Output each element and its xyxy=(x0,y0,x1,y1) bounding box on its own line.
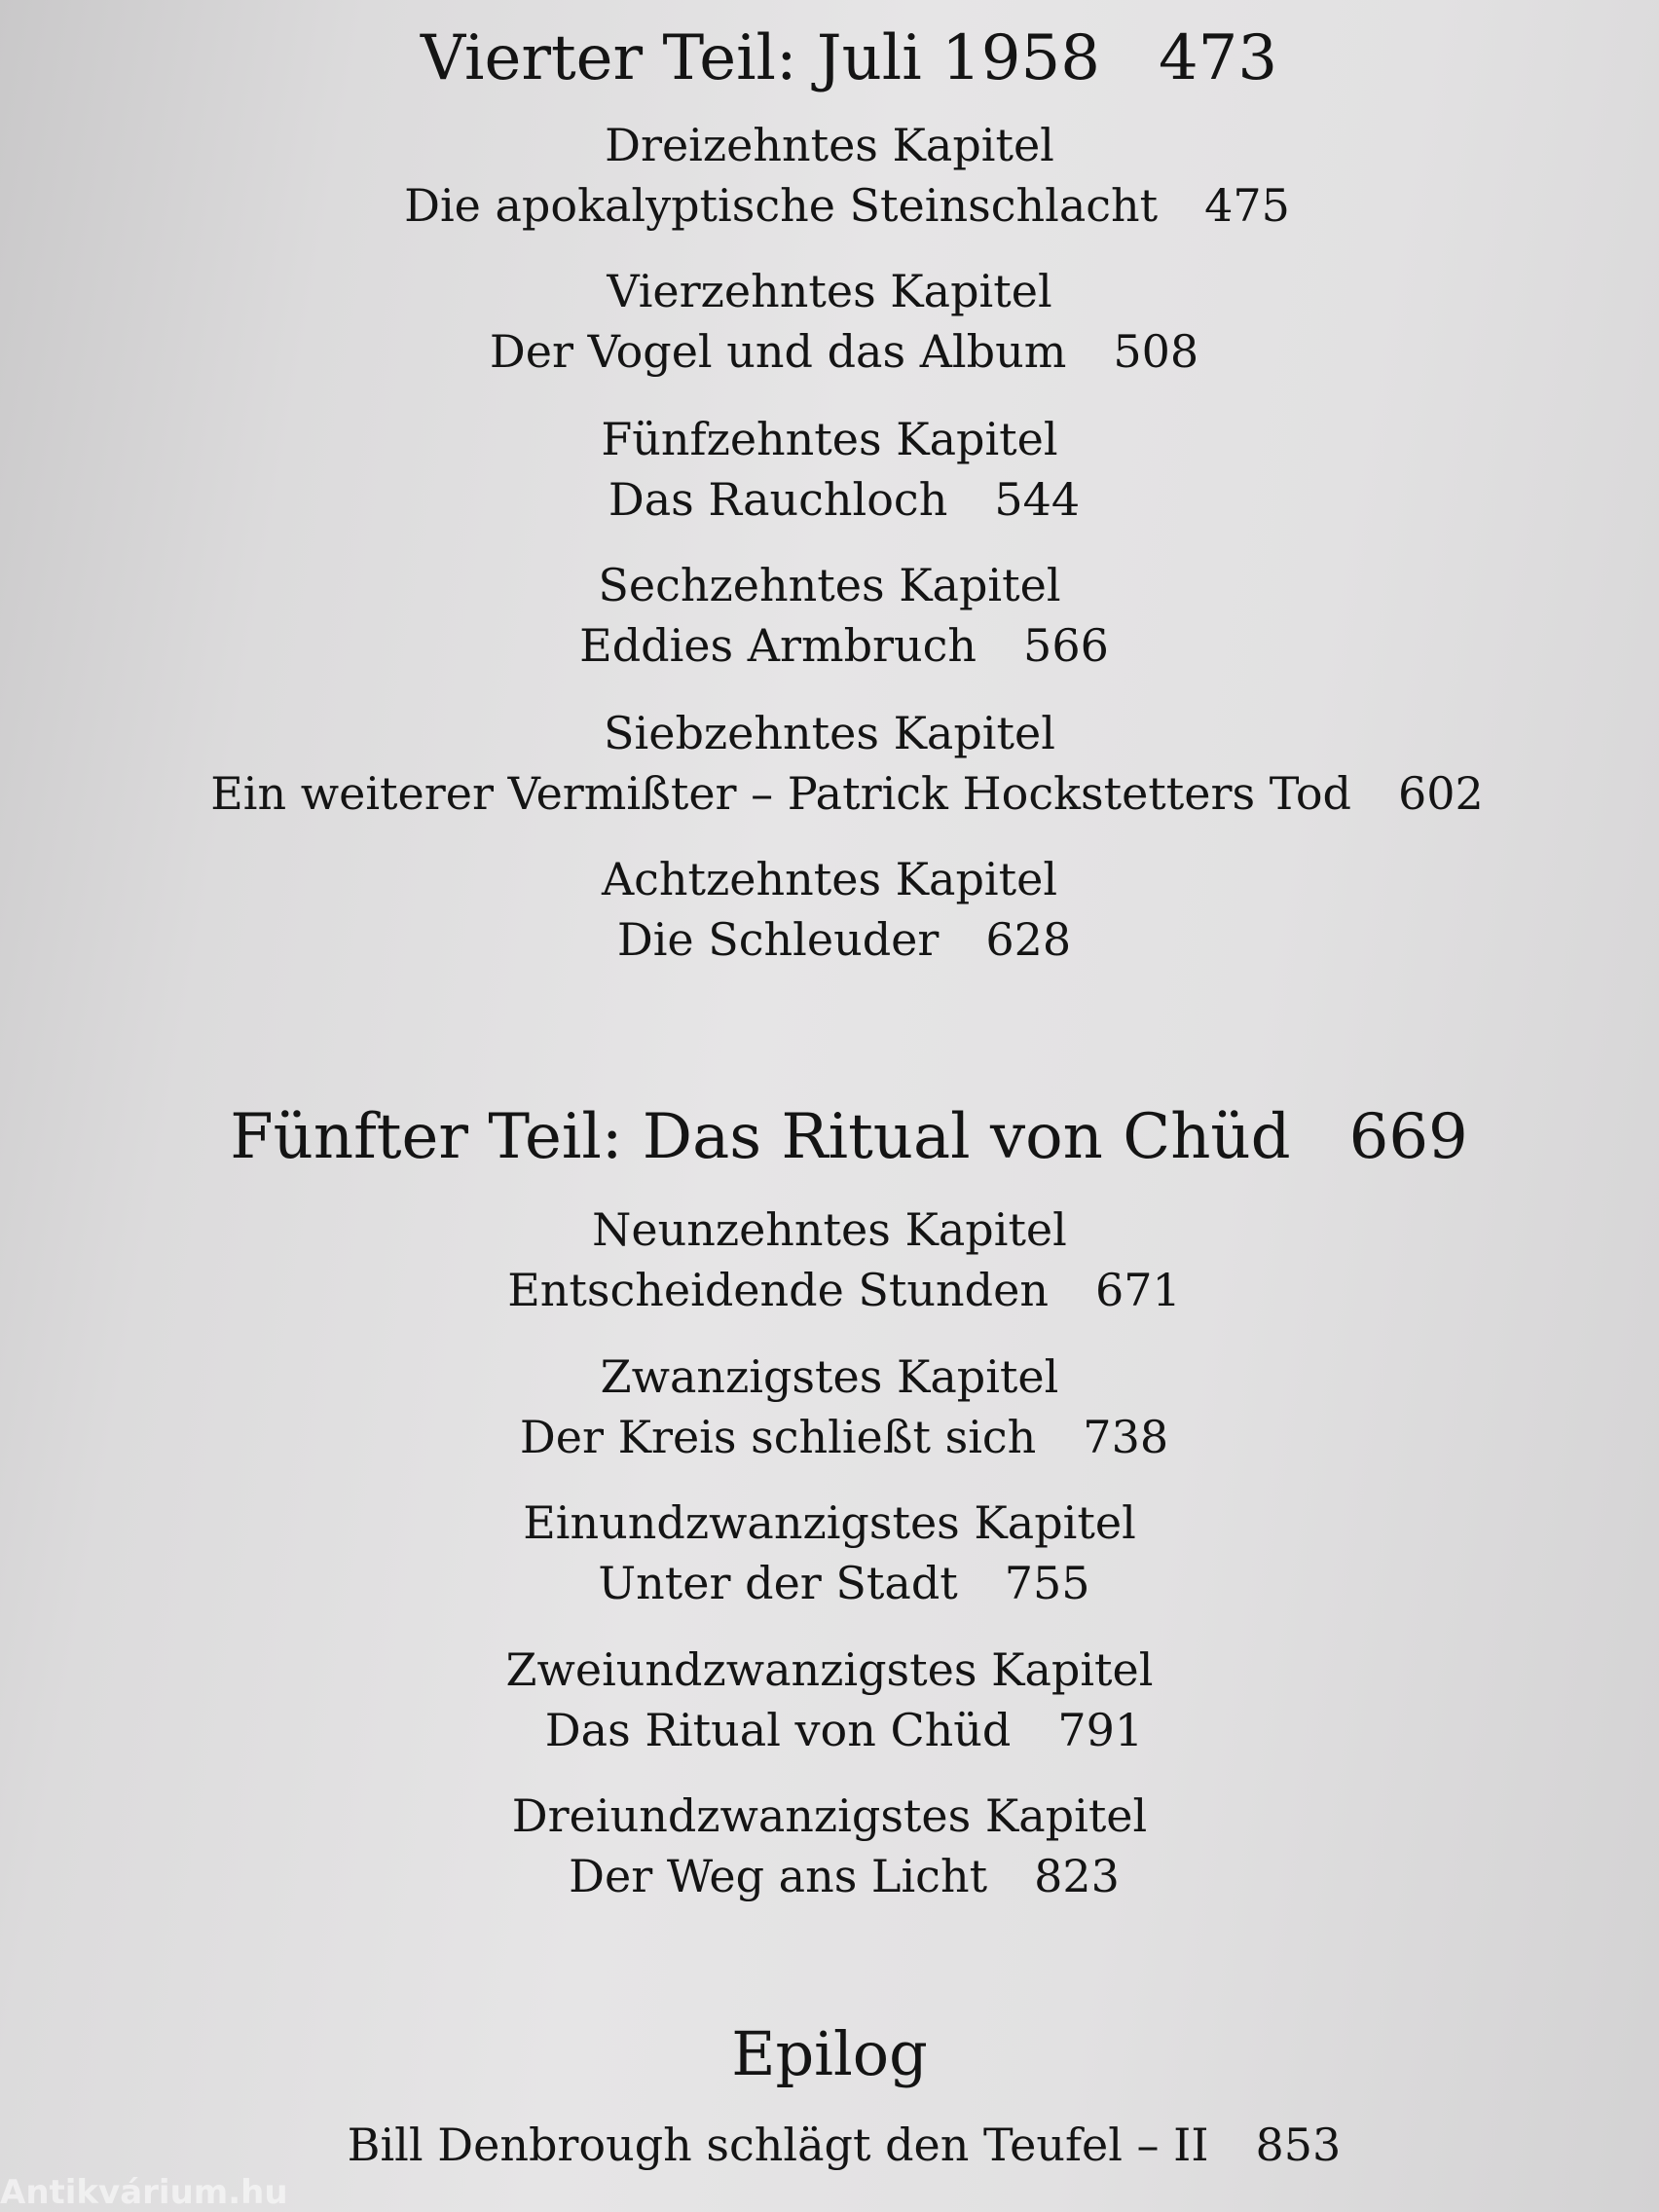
chapter-label: Sechzehntes Kapitel xyxy=(598,559,1061,611)
chapter-page-number: 566 xyxy=(1023,619,1109,672)
chapter-19 xyxy=(0,1199,1659,1320)
chapter-label: Siebzehntes Kapitel xyxy=(604,707,1055,759)
chapter-page-number: 738 xyxy=(1083,1411,1169,1463)
chapter-15 xyxy=(0,409,1659,530)
chapter-title-line xyxy=(0,763,1659,824)
chapter-title: Der Weg ans Licht xyxy=(569,1850,988,1902)
part-four xyxy=(0,21,1659,95)
chapter-title-line xyxy=(0,909,1659,970)
chapter-page-number: 823 xyxy=(1034,1850,1120,1902)
epilog-entry xyxy=(0,2115,1659,2175)
chapter-label: Zweiundzwanzigstes Kapitel xyxy=(505,1643,1154,1696)
chapter-label: Neunzehntes Kapitel xyxy=(592,1203,1067,1256)
chapter-title-line xyxy=(0,1260,1659,1320)
chapter-title-line xyxy=(0,175,1659,236)
chapter-title: Ein weiterer Vermißter – Patrick Hockstetters Tod xyxy=(210,767,1351,820)
chapter-title: Der Kreis schließt sich xyxy=(519,1411,1037,1463)
chapter-label: Fünfzehntes Kapitel xyxy=(601,413,1058,465)
part-five xyxy=(0,1100,1659,1174)
epilog-heading: Epilog xyxy=(731,2018,928,2089)
chapter-16 xyxy=(0,555,1659,676)
chapter-21 xyxy=(0,1493,1659,1613)
chapter-title: Die Schleuder xyxy=(616,913,940,966)
chapter-20 xyxy=(0,1346,1659,1467)
chapter-title: Entscheidende Stunden xyxy=(507,1264,1049,1316)
chapter-page-number: 475 xyxy=(1204,179,1290,232)
chapter-page-number: 791 xyxy=(1057,1704,1144,1756)
chapter-label: Einundzwanzigstes Kapitel xyxy=(523,1496,1136,1549)
part-heading xyxy=(0,21,1659,95)
chapter-page-number: 755 xyxy=(1004,1557,1090,1609)
chapter-title: Die apokalyptische Steinschlacht xyxy=(404,179,1159,232)
chapter-page-number: 671 xyxy=(1094,1264,1181,1316)
watermark-logo: Antikvárium.hu xyxy=(0,2173,288,2212)
chapter-label: Vierzehntes Kapitel xyxy=(607,265,1052,317)
epilog-title-line xyxy=(0,2115,1659,2175)
chapter-title: Eddies Armbruch xyxy=(579,619,977,672)
chapter-13 xyxy=(0,115,1659,236)
chapter-title-line xyxy=(0,321,1659,382)
chapter-title-line xyxy=(0,1700,1659,1760)
epilog xyxy=(0,2017,1659,2091)
chapter-label: Dreizehntes Kapitel xyxy=(605,119,1054,171)
chapter-label: Achtzehntes Kapitel xyxy=(601,853,1058,905)
part-page-number: 473 xyxy=(1158,22,1278,94)
chapter-14 xyxy=(0,261,1659,382)
chapter-page-number: 602 xyxy=(1397,767,1484,820)
chapter-title-line xyxy=(0,1553,1659,1613)
chapter-label: Dreiundzwanzigstes Kapitel xyxy=(511,1789,1148,1842)
chapter-title: Unter der Stadt xyxy=(598,1557,958,1609)
epilog-subtitle: Bill Denbrough schlägt den Teufel – II xyxy=(347,2119,1209,2171)
part-heading xyxy=(0,1100,1659,1174)
chapter-page-number: 628 xyxy=(985,913,1072,966)
chapter-17 xyxy=(0,703,1659,824)
part-title: Fünfter Teil: Das Ritual von Chüd xyxy=(230,1101,1291,1173)
part-page-number: 669 xyxy=(1348,1101,1468,1173)
chapter-23 xyxy=(0,1786,1659,1906)
chapter-title: Das Ritual von Chüd xyxy=(544,1704,1012,1756)
chapter-title: Das Rauchloch xyxy=(608,473,948,526)
chapter-title: Der Vogel und das Album xyxy=(489,325,1067,378)
chapter-label: Zwanzigstes Kapitel xyxy=(600,1350,1059,1403)
epilog-page-number: 853 xyxy=(1255,2119,1342,2171)
chapter-title-line xyxy=(0,1846,1659,1906)
chapter-18 xyxy=(0,849,1659,970)
chapter-22 xyxy=(0,1640,1659,1760)
chapter-title-line xyxy=(0,1407,1659,1467)
part-title: Vierter Teil: Juli 1958 xyxy=(420,22,1100,94)
chapter-page-number: 508 xyxy=(1113,325,1199,378)
chapter-page-number: 544 xyxy=(994,473,1081,526)
chapter-title-line xyxy=(0,469,1659,530)
chapter-title-line xyxy=(0,615,1659,676)
